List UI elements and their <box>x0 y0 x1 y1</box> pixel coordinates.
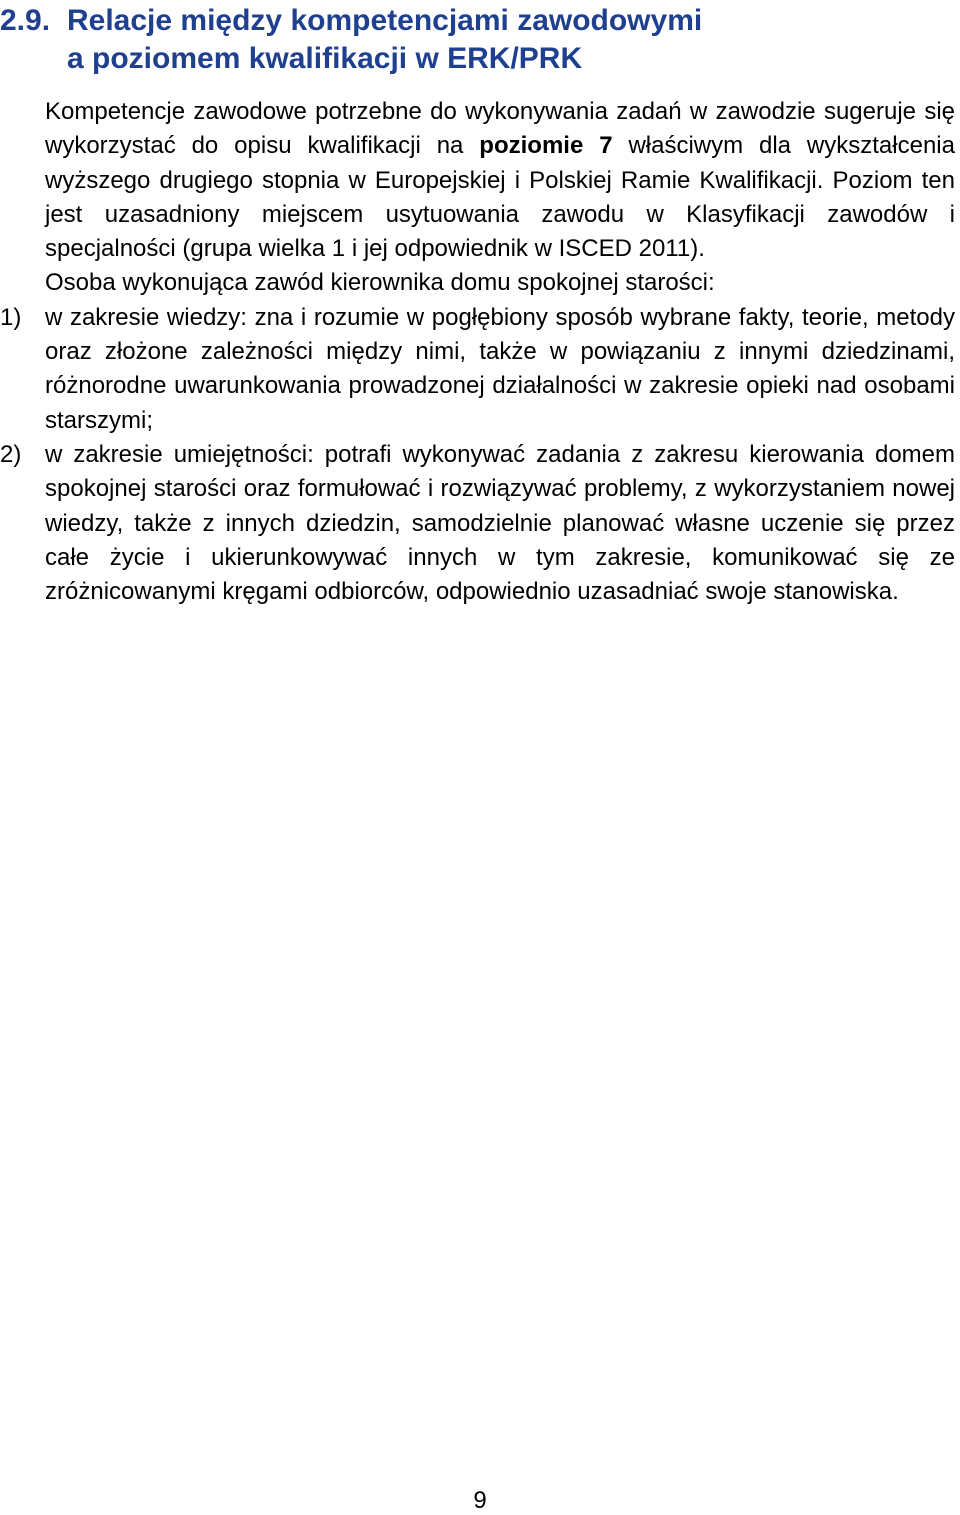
list-marker: 1) <box>0 303 22 331</box>
list-item <box>0 438 955 609</box>
intro-text-start: Kompetencje zawodowe potrzebne do wykonywania zadań w zawodzie sugeruje się wykorzystać do opisu kwalifikacji na <box>45 98 955 160</box>
lead-sentence: Osoba wykonująca zawód kierownika domu spokojnej starości: <box>45 269 715 297</box>
list-item <box>0 301 955 438</box>
list-item-text: w zakresie umiejętności: potrafi wykonywać zadania z zakresu kierowania domem spokojnej starości oraz formułować i rozwiązywać problemy, z wykorzystaniem nowej wiedzy, także z innych dziedzin, samodzielnie planować własne uczenie się przez całe życie i ukierunkowywać innych w tym zakresie, komunikować się ze zróżnicowanymi kręgami odbiorców, odpowiednio uzasadniać swoje stanowiska. <box>45 440 955 606</box>
heading-line-1 <box>0 2 940 40</box>
section-heading <box>0 2 940 78</box>
section-number: 2.9. <box>0 4 51 37</box>
section-title-line-1: Relacje między kompetencjami zawodowymi <box>67 4 703 37</box>
section-body <box>0 95 955 609</box>
page-number: 9 <box>473 1487 487 1514</box>
list-marker: 2) <box>0 440 22 468</box>
list-item-text: w zakresie wiedzy: zna i rozumie w pogłębiony sposób wybrane fakty, teorie, metody oraz złożone zależności między nimi, także w powiązaniu z innymi dziedzinami, różnorodne uwarunkowania prowadzonej działalności w zakresie opieki nad osobami starszymi; <box>45 303 955 434</box>
section-title-line-2: a poziomem kwalifikacji w ERK/PRK <box>67 42 583 75</box>
competence-list <box>0 301 955 610</box>
intro-paragraph <box>45 95 955 266</box>
intro-level-emphasis: poziomie 7 <box>479 132 613 160</box>
intro-text-end: właściwym dla wykształcenia wyższego drugiego stopnia w Europejskiej i Polskiej Ramie Kwalifikacji. Poziom ten jest uzasadniony miejscem usytuowania zawodu w Klasyfikacji zawodów i specjalności (grupa wielka 1 i jej odpowiednik w ISCED 2011). <box>45 132 955 263</box>
